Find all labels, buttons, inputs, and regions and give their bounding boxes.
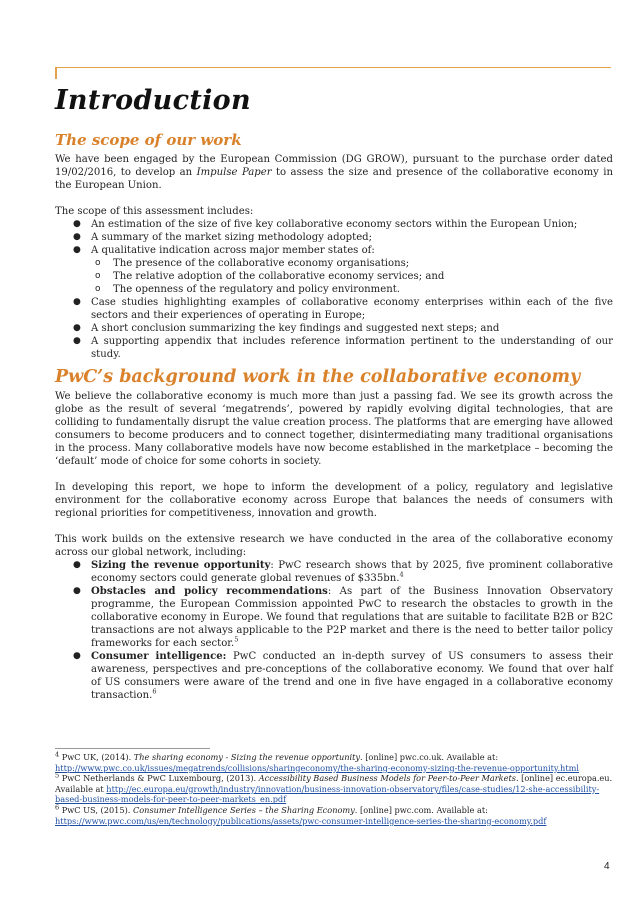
footnote-text: . [online] pwc.co.uk. Available at:: [360, 752, 499, 762]
bullet-icon: ●: [73, 219, 81, 229]
footnote-link[interactable]: https://www.pwc.com/us/en/technology/publications/assets/pwc-consumer-intelligence-series-the-sharing-economy.pdf: [55, 815, 547, 826]
footnote-text: . [online] pwc.com. Available at:: [354, 804, 488, 815]
sub-list-item-text: The presence of the collaborative economy organisations;: [113, 258, 410, 269]
header-rule: [55, 67, 611, 68]
scope-sub-list: [55, 257, 613, 296]
sub-list-item: [95, 283, 613, 296]
sub-list-item-text: The relative adoption of the collaborative economy services; and: [113, 271, 445, 282]
circle-bullet-icon: o: [95, 284, 101, 294]
footnote-number: 6: [55, 803, 60, 812]
section-heading-scope: The scope of our work: [55, 131, 242, 149]
footnote-ref: 6: [152, 687, 157, 696]
page-number: 4: [604, 861, 610, 872]
footnote-title: Accessibility Based Business Models for Peer-to-Peer Markets: [258, 773, 516, 784]
sub-list-item-text: The openness of the regulatory and policy environment.: [113, 284, 400, 295]
footnote-text: Available at: [55, 783, 107, 794]
footnote-number: 5: [55, 771, 60, 780]
footnote-ref: 4: [399, 570, 404, 579]
footnote-rule: [55, 748, 210, 749]
footnote-5: [55, 773, 615, 784]
bullet-icon: ●: [73, 323, 81, 333]
scope-text-a: We have been engaged by the European Commission (DG GROW), pursuant to the purchase order dated 19/02/2016, to develop an: [55, 154, 613, 178]
footnote-4-link-line: [55, 763, 615, 774]
page-title: Introduction: [55, 85, 251, 116]
item-title: Sizing the revenue opportunity: [91, 560, 271, 571]
circle-bullet-icon: o: [95, 258, 101, 268]
list-item-text: A short conclusion summarizing the key findings and suggested next steps; and: [91, 323, 500, 334]
list-item: [73, 559, 613, 585]
footnote-6-link-line: [55, 816, 615, 827]
bullet-icon: ●: [73, 245, 81, 255]
circle-bullet-icon: o: [95, 271, 101, 281]
background-paragraph-3: This work builds on the extensive research we have conducted in the area of the collaborative economy across our global network, including:: [55, 534, 613, 558]
footnote-text: PwC Netherlands & PwC Luxembourg, (2013).: [59, 773, 259, 784]
footnote-title: The sharing economy - Sizing the revenue opportunity: [133, 752, 361, 762]
scope-text-emphasis: Impulse Paper: [196, 167, 272, 178]
item-title: Obstacles and policy recommendations: [91, 586, 328, 597]
footnote-title: Consumer Intelligence Series – the Sharing Economy: [132, 804, 355, 815]
list-item-text: A supporting appendix that includes reference information pertinent to the understanding of our study.: [91, 336, 613, 360]
scope-bullet-list-2: [55, 296, 613, 361]
scope-text-b: to assess the size and presence of the collaborative economy in the European Union.: [55, 167, 614, 191]
background-paragraph-1: We believe the collaborative economy is much more than just a passing fad. We see its growth across the globe as the result of several ‘megatrends’, powered by rapidly evolving digital technologies, that are colliding to fundamentally disrupt the value creation process. The platforms that are emerging have allowed consumers to become producers and to connect together, disintermediating many traditional organisations in the process. Many collaborative models have now become established in the marketplace – becoming the ‘default’ mode of choice for some cohorts in society.: [55, 391, 613, 467]
list-item: [73, 585, 613, 650]
sub-list-item: [95, 257, 613, 270]
bullet-icon: ●: [73, 651, 81, 661]
background-paragraph-2: In developing this report, we hope to inform the development of a policy, regulatory and legislative environment for the collaborative economy across Europe that balances the needs of consumers with regional priorities for competitiveness, innovation and growth.: [55, 482, 613, 519]
sub-list-item: [95, 270, 613, 283]
item-text: : PwC research shows that by 2025, five prominent collaborative economy sectors could generate global revenues of $335bn.: [91, 560, 613, 584]
body-content: [55, 84, 613, 702]
list-item: [73, 218, 613, 231]
list-item: [73, 244, 613, 257]
footnote-text: . [online] ec.europa.eu.: [515, 773, 613, 784]
item-title: Consumer intelligence:: [91, 651, 227, 662]
footnote-ref: 5: [234, 635, 239, 644]
list-item: [73, 322, 613, 335]
footnote-6: [55, 805, 615, 816]
list-item: [73, 231, 613, 244]
bullet-icon: ●: [73, 232, 81, 242]
scope-bullet-list: [55, 218, 613, 257]
bullet-icon: ●: [73, 336, 81, 346]
footnote-link[interactable]: http://ec.europa.eu/growth/industry/innovation/business-innovation-observatory/files/case-studies/12-she-accessibility-based-business-models-for-peer-to-peer-markets_en.pdf: [55, 783, 600, 805]
list-item-text: An estimation of the size of five key collaborative economy sectors within the European Union;: [91, 219, 578, 230]
section-heading-background: PwC’s background work in the collaborative economy: [55, 367, 581, 387]
bullet-icon: ●: [73, 586, 81, 596]
footnote-number: 4: [55, 750, 60, 759]
footnote-link[interactable]: http://www.pwc.co.uk/issues/megatrends/collisions/sharingeconomy/the-sharing-economy-sizing-the-revenue-opportunity.html: [55, 762, 579, 773]
bullet-icon: ●: [73, 560, 81, 570]
bullet-icon: ●: [73, 297, 81, 307]
item-text: PwC conducted an in-depth survey of US consumers to assess their awareness, perspectives and pre-conceptions of the collaborative economy. We found that over half of US consumers were aware of the trend and one in five have engaged in a collaborative economy transaction.: [91, 651, 614, 701]
list-item-text: A summary of the market sizing methodology adopted;: [91, 232, 373, 243]
footnote-4: [55, 752, 615, 763]
list-item-text: A qualitative indication across major member states of:: [91, 245, 375, 256]
footnote-text: PwC US, (2015).: [59, 804, 133, 815]
list-item-text: Case studies highlighting examples of collaborative economy enterprises within each of the five sectors and their experiences of operating in Europe;: [91, 297, 613, 321]
scope-intro: The scope of this assessment includes:: [55, 206, 254, 217]
list-item: [73, 335, 613, 361]
item-text: : As part of the Business Innovation Observatory programme, the European Commission appointed PwC to research the obstacles to growth in the collaborative economy in Europe. We found that regulations that are suitable to facilitate B2B or B2C transactions are not always applicable to the P2P market and there is the need to better tailor policy frameworks for each sector.: [91, 586, 613, 649]
list-item: [73, 296, 613, 322]
footnotes: [55, 752, 615, 826]
footnote-text: PwC UK, (2014).: [59, 752, 134, 762]
list-item: [73, 650, 613, 702]
scope-paragraph: [55, 153, 613, 192]
footnote-5-link-line: [55, 784, 615, 805]
header-rule-tick: [55, 67, 57, 79]
research-bullet-list: [55, 559, 613, 702]
